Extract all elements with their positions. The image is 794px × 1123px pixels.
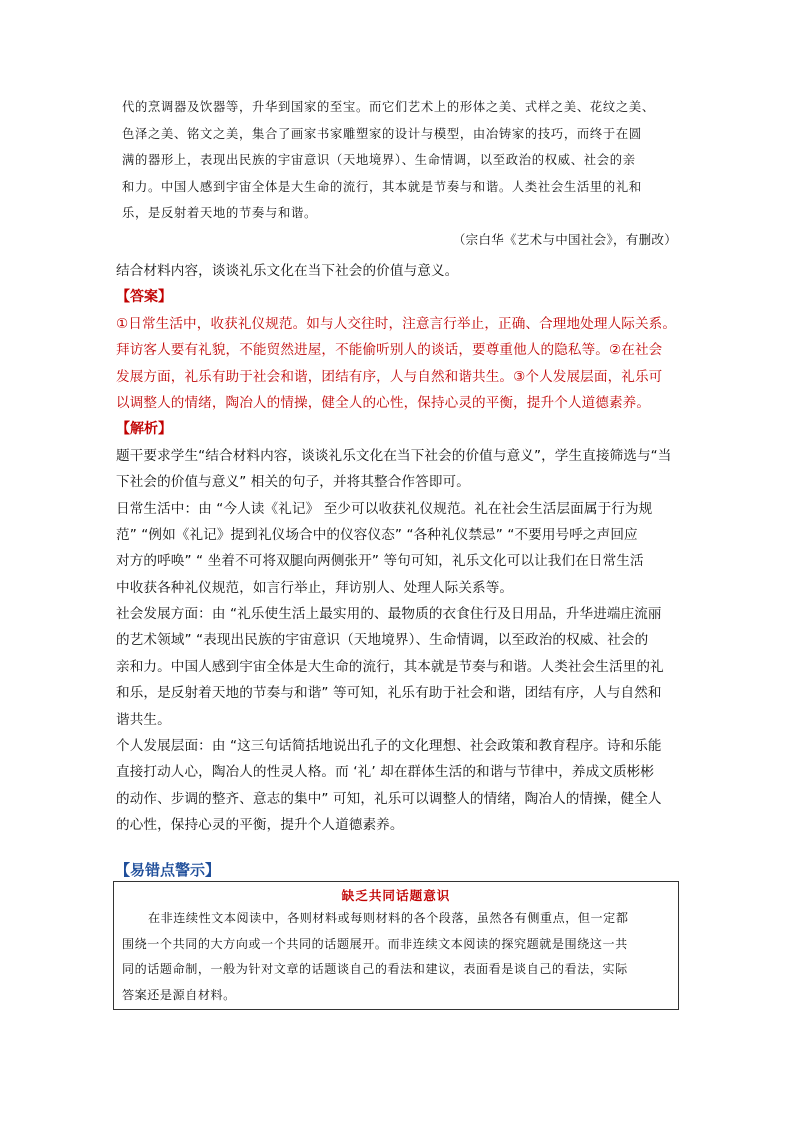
question-and-answer bbox=[116, 258, 690, 839]
warning-line: 在非连续性文本阅读中，各则材料或每则材料的各个段落，虽然各有侧重点，但一定都 bbox=[148, 911, 629, 925]
analysis-intro-line: 题干要求学生“结合材料内容，谈谈礼乐文化在当下社会的价值与意义”，学生直接筛选与“当 bbox=[116, 447, 672, 464]
quoted-passage bbox=[122, 94, 688, 227]
analysis-personal-line: 直接打动人心，陶冶人的性灵人格。而 ‘礼’ 却在群体生活的和谐与节律中，养成文质彬彬 bbox=[116, 764, 655, 781]
analysis-social-line: 亲和力。中国人感到宇宙全体是大生命的流行，其本就是节奏与和谐。人类社会生活里的礼 bbox=[116, 658, 664, 675]
analysis-personal-line: 的动作、步调的整齐、意志的集中” 可知，礼乐可以调整人的情绪，陶冶人的情操，健全人 bbox=[116, 790, 662, 807]
analysis-social-line: 社会发展方面：由 “礼乐使生活上最实用的、最物质的衣食住行及日用品，升华进端庄流丽 bbox=[116, 606, 662, 623]
quote-line: 代的烹调器及饮器等，升华到国家的至宝。而它们艺术上的形体之美、式样之美、花纹之美、 bbox=[122, 100, 655, 114]
answer-label: 【答案】 bbox=[116, 289, 172, 306]
warning-line: 同的话题命制，一般为针对文章的话题谈自己的看法和建议，表面看是谈自己的看法，实际 bbox=[122, 962, 628, 976]
answer-line: 以调整人的情绪，陶冶人的情操，健全人的心性，保持心灵的平衡，提升个人道德素养。 bbox=[116, 394, 651, 411]
quote-line: 满的器形上，表现出民族的宇宙意识（天地境界）、生命情调，以至政治的权威、社会的亲 bbox=[122, 153, 636, 167]
warning-line: 答案还是源自材料。 bbox=[122, 987, 236, 1002]
analysis-daily-line: 对方的呼唤” “ 坐着不可将双腿向两侧张开” 等句可知，礼乐文化可以让我们在日常生活 bbox=[116, 553, 644, 570]
analysis-personal-line: 个人发展层面：由 “这三句话简括地说出孔子的文化理想、社会政策和教育程序。诗和乐能 bbox=[116, 738, 662, 755]
answer-line: 发展方面，礼乐有助于社会和谐，团结有序，人与自然和谐共生。③个人发展层面，礼乐可 bbox=[116, 368, 663, 385]
analysis-social-line: 和乐，是反射着天地的节奏与和谐” 等可知，礼乐有助于社会和谐，团结有序，人与自然和 bbox=[116, 685, 662, 702]
analysis-social-line: 谐共生。 bbox=[116, 711, 171, 728]
analysis-personal-line: 的心性，保持心灵的平衡，提升个人道德素养。 bbox=[116, 817, 404, 834]
warning-line: 围绕一个共同的大方向或一个共同的话题展开。而非连续文本阅读的探究题就是围绕这一共 bbox=[122, 936, 628, 951]
warning-box bbox=[113, 881, 679, 1010]
quote-line: 和力。中国人感到宇宙全体是大生命的流行，其本就是节奏与和谐。人类社会生活里的礼和 bbox=[122, 179, 642, 194]
quote-source: （宗白华《艺术与中国社会》，有删改） bbox=[452, 232, 677, 247]
analysis-daily-line: 范” “例如《礼记》提到礼仪场合中的仪容仪态” “各种礼仪禁忌” “不要用号呼之声回应 bbox=[116, 526, 638, 543]
analysis-label: 【解析】 bbox=[116, 421, 172, 438]
quote-line: 乐，是反射着天地的节奏与和谐。 bbox=[122, 206, 317, 220]
answer-line: 拜访客人要有礼貌，不能贸然进屋，不能偷听别人的谈话，要尊重他人的隐私等。②在社会 bbox=[116, 342, 663, 359]
analysis-daily-line: 中收获各种礼仪规范，如言行举止，拜访别人、处理人际关系等。 bbox=[116, 579, 514, 596]
question-text: 结合材料内容，谈谈礼乐文化在当下社会的价值与意义。 bbox=[116, 263, 459, 279]
answer-line: ①日常生活中，收获礼仪规范。如与人交往时，注意言行举止，正确、合理地处理人际关系。 bbox=[116, 315, 677, 332]
analysis-social-line: 的艺术领域” “表现出民族的宇宙意识（天地境界）、生命情调，以至政治的权威、社会的 bbox=[116, 632, 649, 649]
quote-line: 色泽之美、铭文之美，集合了画家书家雕塑家的设计与模型，由冶铸家的技巧，而终于在圆 bbox=[122, 126, 642, 141]
analysis-daily-line: 日常生活中：由 “今人读《礼记》 至少可以收获礼仪规范。礼在社会生活层面属于行为规 bbox=[116, 500, 653, 517]
error-warning-heading: 【易错点警示】 bbox=[115, 861, 221, 879]
analysis-intro-line: 下社会的价值与意义” 相关的句子，并将其整合作答即可。 bbox=[116, 474, 470, 491]
warning-box-title: 缺乏共同话题意识 bbox=[341, 888, 451, 903]
warning-box-text bbox=[122, 906, 674, 1008]
